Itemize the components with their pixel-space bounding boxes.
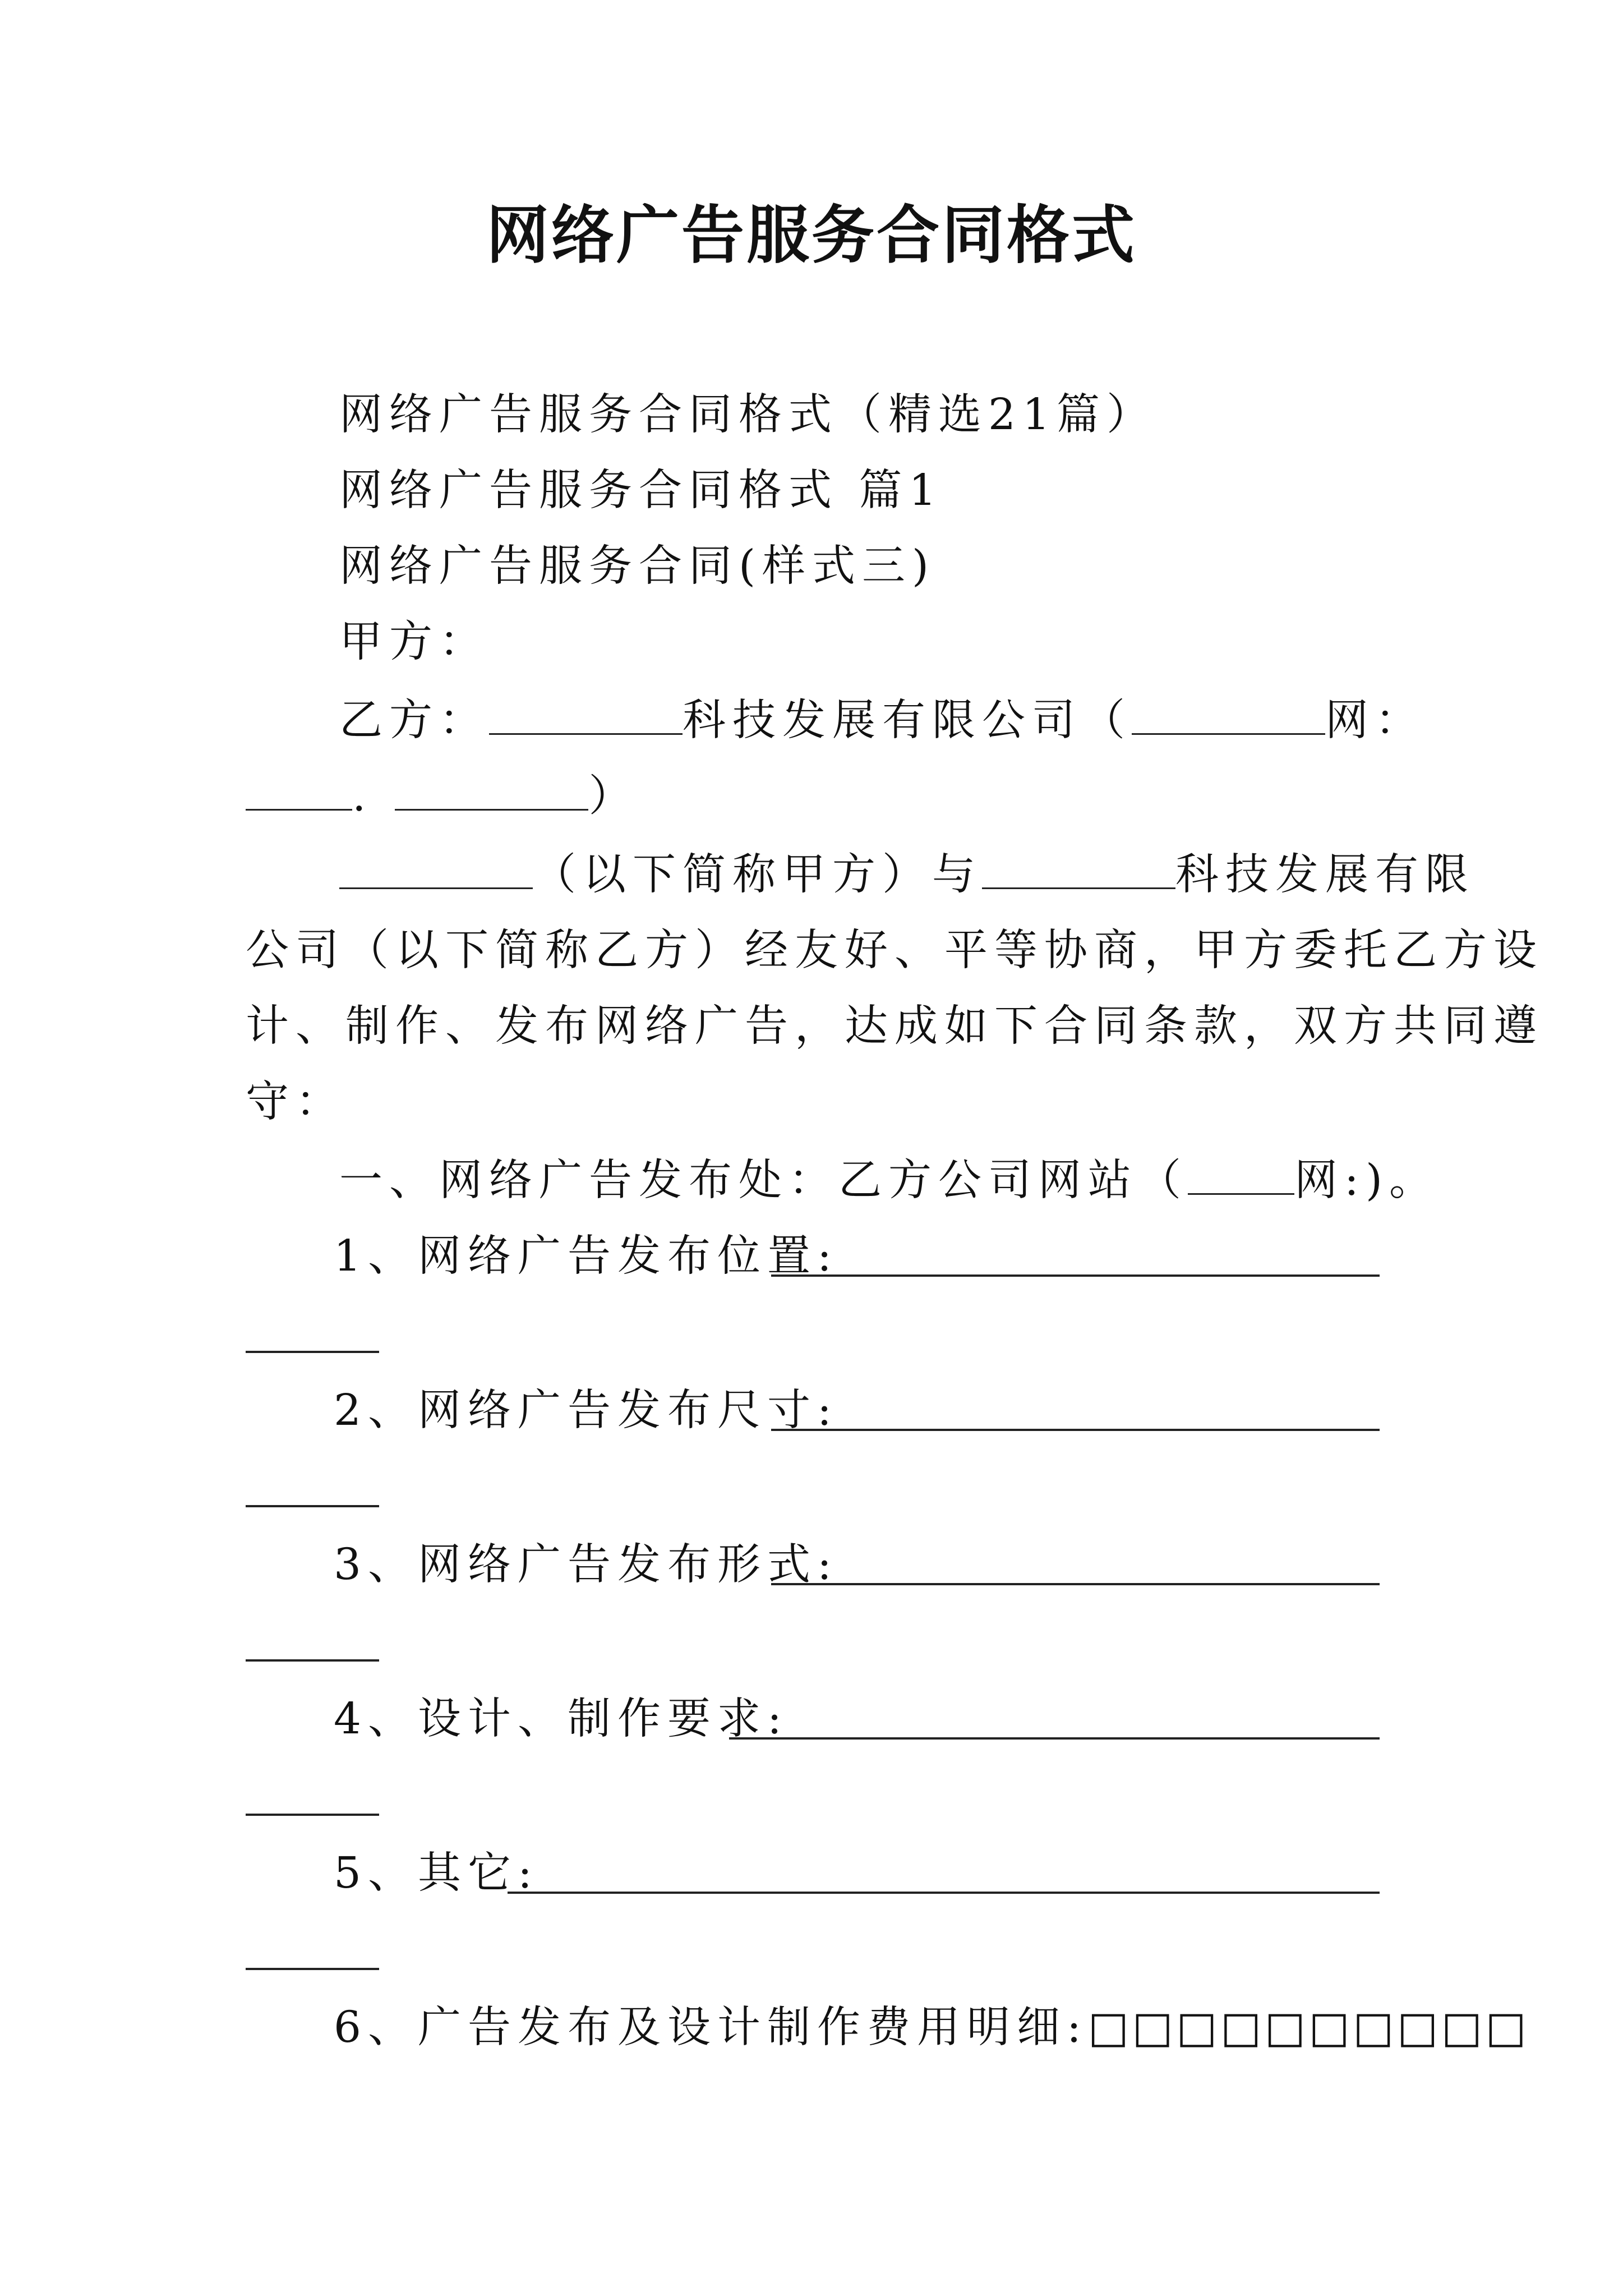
intro-line-1	[339, 847, 1475, 903]
item-5-blank	[508, 1892, 1380, 1894]
item-1-blank	[771, 1274, 1380, 1277]
document-title: 网络广告服务合同格式	[486, 199, 1137, 272]
blank-website-name	[1132, 696, 1325, 735]
item-2-blank	[771, 1429, 1380, 1431]
item-6-boxes: □□□□□□□□□□	[1087, 2003, 1530, 2053]
intro-line-3: 计、制作、发布网络广告，达成如下合同条款，双方共同遵	[246, 1001, 1543, 1051]
party-a-label: 甲方：	[339, 617, 489, 667]
section-1-text: 一、网络广告发布处：乙方公司网站（	[339, 1156, 1188, 1205]
intro-text-1a: （以下简称甲方）与	[533, 850, 982, 900]
item-3-label: 3、网络广告发布形式:	[334, 1540, 838, 1590]
blank-company-name-2	[982, 850, 1175, 889]
section-1-tail: 网:)。	[1294, 1156, 1439, 1205]
item-3-blank	[771, 1583, 1380, 1585]
contract-name: 网络广告服务合同(样式三)	[339, 541, 936, 591]
item-5-blank-cont	[246, 1968, 379, 1970]
item-6-line	[334, 2000, 1529, 2056]
item-5-label: 5、其它:	[334, 1848, 539, 1898]
blank-company-name	[489, 696, 683, 735]
part-heading: 网络广告服务合同格式 篇1	[339, 466, 943, 516]
blank-party-a-name	[339, 850, 533, 889]
party-b-web: 网：	[1325, 696, 1425, 746]
subtitle: 网络广告服务合同格式（精选21篇）	[339, 390, 1156, 440]
party-b-dot: .	[352, 771, 373, 821]
intro-line-4: 守：	[246, 1077, 345, 1127]
item-4-blank	[729, 1737, 1380, 1740]
party-b-line	[339, 693, 1425, 749]
blank-domain-2	[395, 772, 588, 811]
item-1-label: 1、网络广告发布位置:	[334, 1231, 838, 1281]
party-b-label: 乙方：	[339, 696, 489, 746]
blank-domain-1	[246, 772, 352, 811]
section-1-line	[339, 1153, 1439, 1209]
party-b-close: ）	[588, 771, 639, 821]
item-1-blank-cont	[246, 1351, 379, 1353]
intro-line-2: 公司（以下简称乙方）经友好、平等协商，甲方委托乙方设	[246, 926, 1543, 976]
item-3-blank-cont	[246, 1659, 379, 1662]
party-b-company: 科技发展有限公司（	[683, 696, 1132, 746]
item-4-blank-cont	[246, 1814, 379, 1816]
item-6-label: 6、广告发布及设计制作费用明细:	[334, 2003, 1088, 2053]
item-2-label: 2、网络广告发布尺寸:	[334, 1386, 838, 1435]
party-b-line-2	[246, 769, 638, 825]
blank-site-name	[1188, 1156, 1294, 1195]
item-2-blank-cont	[246, 1505, 379, 1507]
intro-text-1b: 科技发展有限	[1175, 850, 1475, 900]
item-4-label: 4、设计、制作要求:	[334, 1694, 789, 1744]
